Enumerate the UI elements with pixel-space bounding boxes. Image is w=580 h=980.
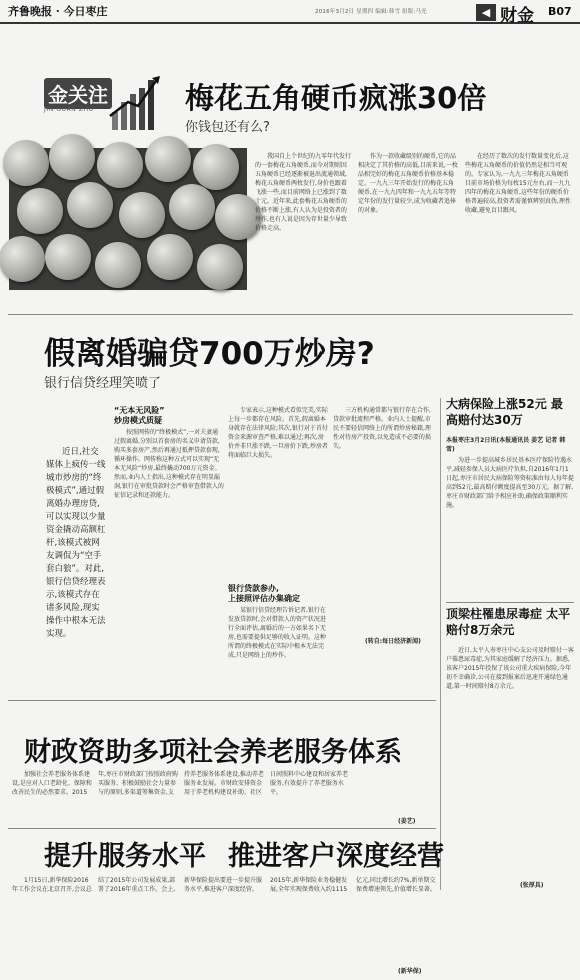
bar-chart-icon: [108, 72, 168, 132]
story2-headline: 假离婚骗贷700万炒房?: [44, 336, 375, 372]
side1-body: 为进一步提高城乡居民基本医疗保险待遇水平,减轻参保人员大病医疗负担,自2016年1月1日起,枣庄市居民大病保险筹资标准由每人每年提高到52元,最高赔付额度提高至30万元。据了解,枣庄市财政部门给予相应补助,确保政策顺利实施。: [446, 457, 574, 509]
story3-credit: (姜艺): [398, 818, 416, 825]
story4-headline-2: 推进客户深度经营: [228, 841, 444, 872]
story4-credit: (新华保): [398, 968, 422, 975]
divider: [8, 314, 573, 315]
story3-body: 加强社会养老服务体系建设,是应对人口老龄化、保障和改善民生的必然要求。2015年,枣庄市财政部门按照政府购买服务、积极鼓励社会力量参与的原则,多渠道筹集资金,支持养老服务体系建设,推动养老服务业发展。市财政安排资金用于养老机构建设补助、社区日间照料中心建设和居家养老服务,有效提升了养老服务水平。: [12, 771, 349, 796]
story2-inner-heading-3: 银行贷款参办,: [228, 584, 280, 593]
side2-byline: (张厚具): [520, 882, 544, 889]
story2-column-d: 三方机构通常都与银行存在合作,贷款审批流程严格。业内人士提醒,市民不要轻信网络上的所谓炒房秘籍,理性对待房产投资,以免造成不必要的损失。: [333, 407, 431, 450]
story3-headline: 财政资助多项社会养老服务体系: [24, 737, 402, 768]
story1-headline: 梅花五角硬币疯涨30倍: [185, 81, 487, 115]
story2-lead: 近日,社交媒体上疯传一线城市炒房的“终极模式”,通过假离婚办理房贷,可以实现以少量资金撬动高额杠杆,该模式被网友调侃为“空手套白狼”。对此,银行信贷经理表示,该模式存在诸多风险,现实操作中根本无法实现。: [46, 447, 106, 639]
keyword-sub: JIN GUAN ZHU: [44, 106, 94, 113]
story2-column-b: 专家表示,这种模式看似完美,实际上每一步都存在风险。首先,假离婚本身就存在法律风险;其次,银行对于首付资金来源审查严格,难以通过;再次,房价并非只涨不跌,一旦房价下跌,炒房者将面临巨大损失。: [228, 407, 328, 459]
story2-credit: (转自:每日经济新闻): [365, 638, 421, 645]
column-divider: [440, 398, 441, 890]
divider: [8, 700, 436, 701]
keyword-label: 金关注: [44, 78, 112, 109]
page-number: B07: [548, 5, 572, 18]
story2-inner-heading-4: 上接照评估办集确定: [228, 594, 300, 603]
story4-headline-1: 提升服务水平: [44, 841, 206, 872]
date-line: 2016年3月2日 星期四 编辑:韩雪 组版:马光: [315, 9, 427, 15]
side2-headline: 顶梁柱罹患尿毒症 太平赔付8万余元: [446, 607, 571, 637]
story1-subhead: 你钱包还有么?: [185, 120, 270, 135]
story1-column-3: 在经历了数次的发行数量变化后,这些梅花五角硬币的价值仍然是相当可观的。专家认为,一九九三年梅花五角硬币目前市场价格为每枚15元左右,而一九九四年的梅花五角硬币,这些年份的硬币价格普遍较高,投资者需谨慎辨别真伪,理性收藏,避免盲目跟风。: [465, 153, 571, 214]
story2-column-c: 某银行信贷经理告诉记者,银行在发放贷款时,会对借款人的资产状况进行全面评估,离婚后的一方如果名下无房,也需要提供足够的收入证明。这种所谓的终极模式在实际中根本无法完成,只是网络上的炒作。: [228, 607, 326, 659]
divider: [8, 828, 436, 829]
section-title: 财金: [500, 6, 534, 26]
coins-photo: [9, 148, 247, 290]
story2-subhead: 银行信贷经理笑喷了: [44, 376, 162, 391]
arrow-icon: ◀: [476, 4, 496, 21]
newspaper-brand: 齐鲁晚报 · 今日枣庄: [8, 5, 108, 18]
side2-body: 近日,太平人寿枣庄中心支公司及时赔付一客户罹患尿毒症,为其家庭缓解了经济压力。据悉,该客户2015年投保了该公司重大疾病保险,今年初不幸确诊,公司在接到报案后迅速开通绿色通道,第一时间赔付8万余元。: [446, 647, 574, 690]
story2-inner-heading-2: 炒房模式质疑: [114, 416, 162, 425]
side1-byline: 本报枣庄3月2日讯(本报通讯员 姜艺 记者 韩雪): [446, 437, 566, 453]
story1-column-1: 我国自上个世纪的九零年代发行的一套梅花五角硬币,而今对期则因五角硬币已经逐渐被退出流通领域,梅花五角硬币两枚发行,身价也跟着飞涨一些,而目前网络上已涨到了数十元。近年来,此套梅花五角硬币的价格不断上涨,有人认为是投资者的炒作,也有人说是因为存世量少导致价格走高。: [255, 153, 352, 232]
divider: [446, 602, 574, 603]
story2-inner-heading-1: “无本无风险”: [114, 406, 165, 415]
story4-body: 1月15日,新华保险2016年工作会议在北京召开,会议总结了2015年公司发展成果,部署了2016年重点工作。会上,新华保险提出要进一步提升服务水平,推进客户深度经营。2015年,新华保险业务稳健发展,全年实现保费收入约1115亿元,同比增长约7%,新单期交保费增速领先,价值增长显著。: [12, 877, 436, 893]
story2-column-a: 按照网传的“终极模式”,一对夫妻通过假离婚,分别以首套房的名义申请贷款,购买多套房产,然后再通过抵押贷款套现,循环操作。网传称这种方式可以实现“无本无风险”炒房,最终撬动700万元资金。然而,业内人士指出,这种模式存在明显漏洞,银行在审批贷款时会严格审查借款人的征信记录和还款能力。: [114, 429, 224, 499]
story1-column-2: 作为一款收藏级别的硬币,它的品相决定了其价格的高低,目前来说,一枚品相完好的梅花五角硬币价格基本稳定。一九九三年开始发行的梅花五角硬币,在一九九四年和一九九五年等特定年份的发行量较少,成为收藏者追捧的对象。: [358, 153, 458, 214]
masthead: [0, 0, 580, 24]
side1-headline: 大病保险上涨52元 最高赔付达30万: [446, 397, 563, 427]
